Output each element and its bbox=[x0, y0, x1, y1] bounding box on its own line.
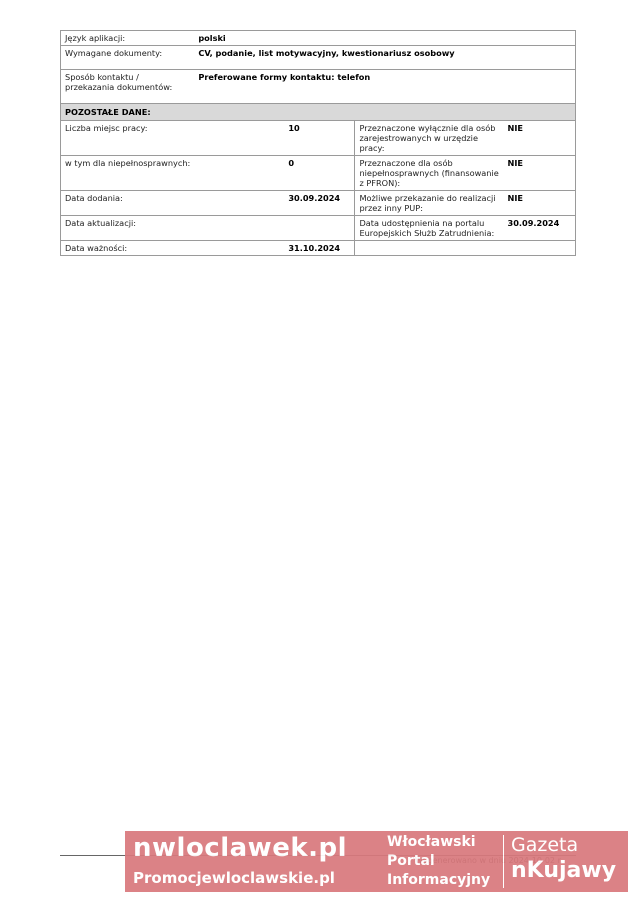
label-expiry: Data ważności: bbox=[61, 241, 195, 256]
label-pfron: Przeznaczone dla osób niepełnosprawnych (finansowanie z PFRON): bbox=[355, 156, 504, 191]
banner-portal bbox=[387, 833, 499, 890]
value-disabled: 0 bbox=[194, 156, 355, 191]
label-positions: Liczba miejsc pracy: bbox=[61, 121, 195, 156]
row-documents bbox=[61, 46, 576, 70]
row-expiry bbox=[61, 241, 576, 256]
banner-portal-line-2: Portal bbox=[387, 853, 435, 869]
value-other-pup: NIE bbox=[504, 191, 576, 216]
label-eures-date: Data udostępnienia na portalu Europejskich Służb Zatrudnienia: bbox=[355, 216, 504, 241]
label-other-pup: Możliwe przekazanie do realizacji przez inny PUP: bbox=[355, 191, 504, 216]
label-date-added: Data dodania: bbox=[61, 191, 195, 216]
label-date-updated: Data aktualizacji: bbox=[61, 216, 195, 241]
value-expiry: 31.10.2024 bbox=[194, 241, 355, 256]
label-documents: Wymagane dokumenty: bbox=[61, 46, 195, 70]
watermark-banner[interactable] bbox=[125, 831, 628, 892]
row-contact bbox=[61, 70, 576, 104]
banner-divider bbox=[503, 835, 504, 888]
value-date-updated bbox=[194, 216, 355, 241]
label-disabled: w tym dla niepełnosprawnych: bbox=[61, 156, 195, 191]
banner-gazeta bbox=[511, 833, 626, 890]
banner-portal-line-3: Informacyjny bbox=[387, 872, 491, 888]
row-positions bbox=[61, 121, 576, 156]
label-registered-only: Przeznaczone wyłącznie dla osób zarejestrowanych w urzędzie pracy: bbox=[355, 121, 504, 156]
section-other-data bbox=[61, 104, 576, 121]
section-title: POZOSTAŁE DANE: bbox=[61, 104, 576, 121]
value-documents: CV, podanie, list motywacyjny, kwestionariusz osobowy bbox=[194, 46, 575, 70]
value-date-added: 30.09.2024 bbox=[194, 191, 355, 216]
label-language: Język aplikacji: bbox=[61, 31, 195, 46]
value-positions: 10 bbox=[194, 121, 355, 156]
label-empty bbox=[355, 241, 504, 256]
banner-portal-line-1: Włocławski bbox=[387, 834, 476, 850]
banner-gazeta-label: Gazeta bbox=[511, 834, 579, 856]
banner-sites bbox=[129, 833, 381, 890]
value-contact: Preferowane formy kontaktu: telefon bbox=[194, 70, 575, 104]
value-empty bbox=[504, 241, 576, 256]
row-language bbox=[61, 31, 576, 46]
banner-site-nwloclawek[interactable]: nwloclawek.pl bbox=[133, 833, 348, 863]
value-eures-date: 30.09.2024 bbox=[504, 216, 576, 241]
banner-nkujawy-label: nKujawy bbox=[511, 858, 617, 883]
value-registered-only: NIE bbox=[504, 121, 576, 156]
row-date-added bbox=[61, 191, 576, 216]
row-date-updated bbox=[61, 216, 576, 241]
banner-site-promocje[interactable]: Promocjewloclawskie.pl bbox=[133, 869, 335, 887]
row-disabled bbox=[61, 156, 576, 191]
value-pfron: NIE bbox=[504, 156, 576, 191]
value-language: polski bbox=[194, 31, 575, 46]
label-contact: Sposób kontaktu / przekazania dokumentów: bbox=[61, 70, 195, 104]
job-details-table bbox=[60, 30, 576, 256]
